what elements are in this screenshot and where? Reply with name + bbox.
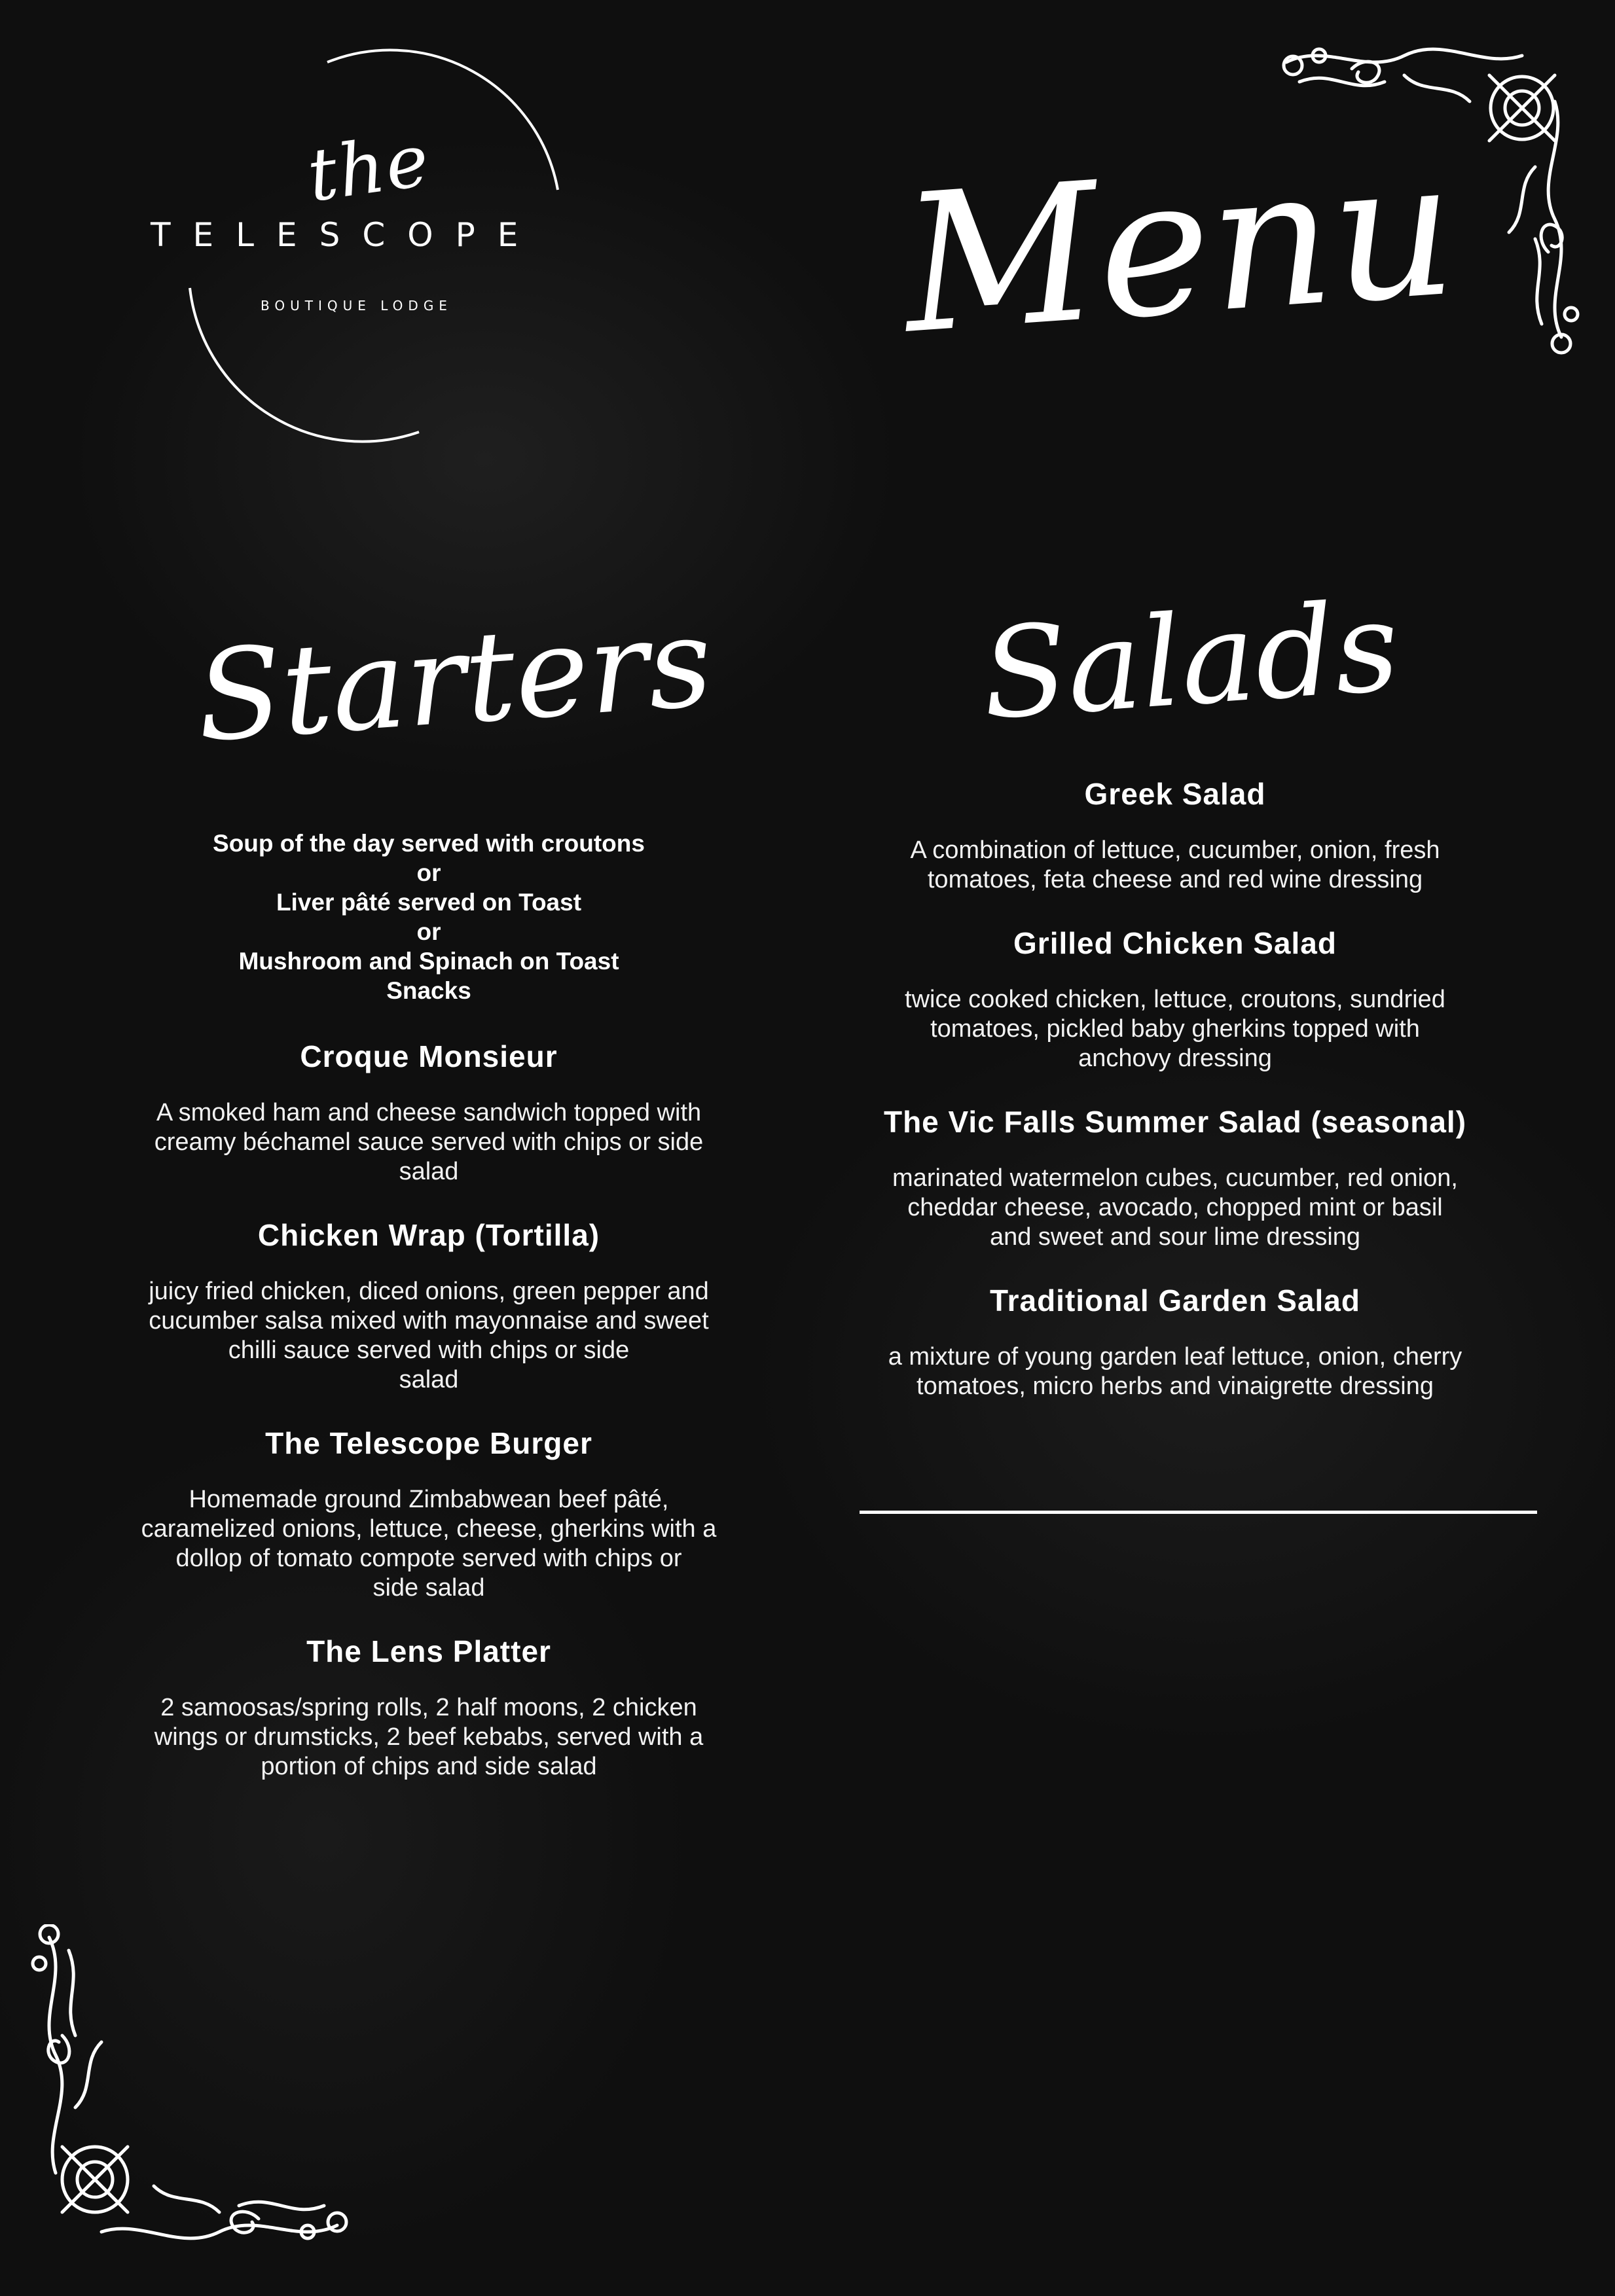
filigree-corner-ornament-icon: [23, 1924, 350, 2251]
starter-option-separator: or: [416, 918, 441, 945]
menu-item: [831, 1103, 1519, 1252]
starters-section: [85, 829, 772, 1812]
item-description: 2 samoosas/spring rolls, 2 half moons, 2 chicken wings or drumsticks, 2 beef kebabs, served with a portion of chips and side salad: [154, 1694, 704, 1780]
starter-option: Soup of the day served with croutons: [213, 830, 645, 857]
telescope-logo: [0, 0, 655, 471]
item-name: Greek Salad: [1084, 777, 1266, 811]
item-name: The Vic Falls Summer Salad (seasonal): [883, 1105, 1467, 1139]
menu-item: [85, 1633, 772, 1782]
item-name: The Telescope Burger: [265, 1426, 592, 1460]
menu-item: [85, 1038, 772, 1187]
menu-item: [85, 1217, 772, 1395]
item-description: juicy fried chicken, diced onions, green pepper and cucumber salsa mixed with mayonnaise and sweet chilli sauce served with chips or side salad: [149, 1278, 709, 1393]
item-name: Croque Monsieur: [300, 1039, 558, 1073]
starter-options: [85, 829, 772, 1005]
section-divider: [860, 1511, 1537, 1514]
item-description: Homemade ground Zimbabwean beef pâté, caramelized onions, lettuce, cheese, gherkins with a dollop of tomato compote served with chips or side salad: [141, 1486, 717, 1602]
logo-script-word: the: [302, 118, 435, 218]
item-description: a mixture of young garden leaf lettuce, onion, cherry tomatoes, micro herbs and vinaigrette dressing: [888, 1343, 1462, 1400]
item-name: Grilled Chicken Salad: [1013, 926, 1337, 960]
menu-item: [831, 925, 1519, 1073]
item-description: A smoked ham and cheese sandwich topped with creamy béchamel sauce served with chips or side salad: [154, 1099, 704, 1185]
item-description: twice cooked chicken, lettuce, croutons, sundried tomatoes, pickled baby gherkins topped with anchovy dressing: [905, 986, 1445, 1072]
starter-option: Liver pâté served on Toast: [276, 889, 582, 916]
item-description: A combination of lettuce, cucumber, onion, fresh tomatoes, feta cheese and red wine dressing: [910, 836, 1440, 893]
starter-option-separator: or: [416, 859, 441, 886]
logo-subtitle: BOUTIQUE LODGE: [261, 298, 452, 314]
menu-title: Menu: [896, 117, 1462, 376]
logo-name: TELESCOPE: [151, 216, 541, 254]
item-description: marinated watermelon cubes, cucumber, red onion, cheddar cheese, avocado, chopped mint or basil and sweet and sour lime dressing: [892, 1164, 1458, 1251]
item-name: Chicken Wrap (Tortilla): [257, 1218, 600, 1252]
starter-option: Mushroom and Spinach on Toast: [238, 948, 619, 975]
menu-item: [85, 1425, 772, 1603]
salads-title: Salads: [977, 573, 1404, 747]
filigree-corner-ornament-icon: [1273, 36, 1588, 357]
item-name: Traditional Garden Salad: [990, 1283, 1360, 1318]
salads-section: [831, 776, 1519, 1431]
menu-item: [831, 776, 1519, 895]
menu-item: [831, 1282, 1519, 1401]
starters-title: Starters: [192, 589, 717, 770]
item-name: The Lens Platter: [306, 1634, 551, 1668]
snacks-heading: Snacks: [386, 977, 471, 1004]
